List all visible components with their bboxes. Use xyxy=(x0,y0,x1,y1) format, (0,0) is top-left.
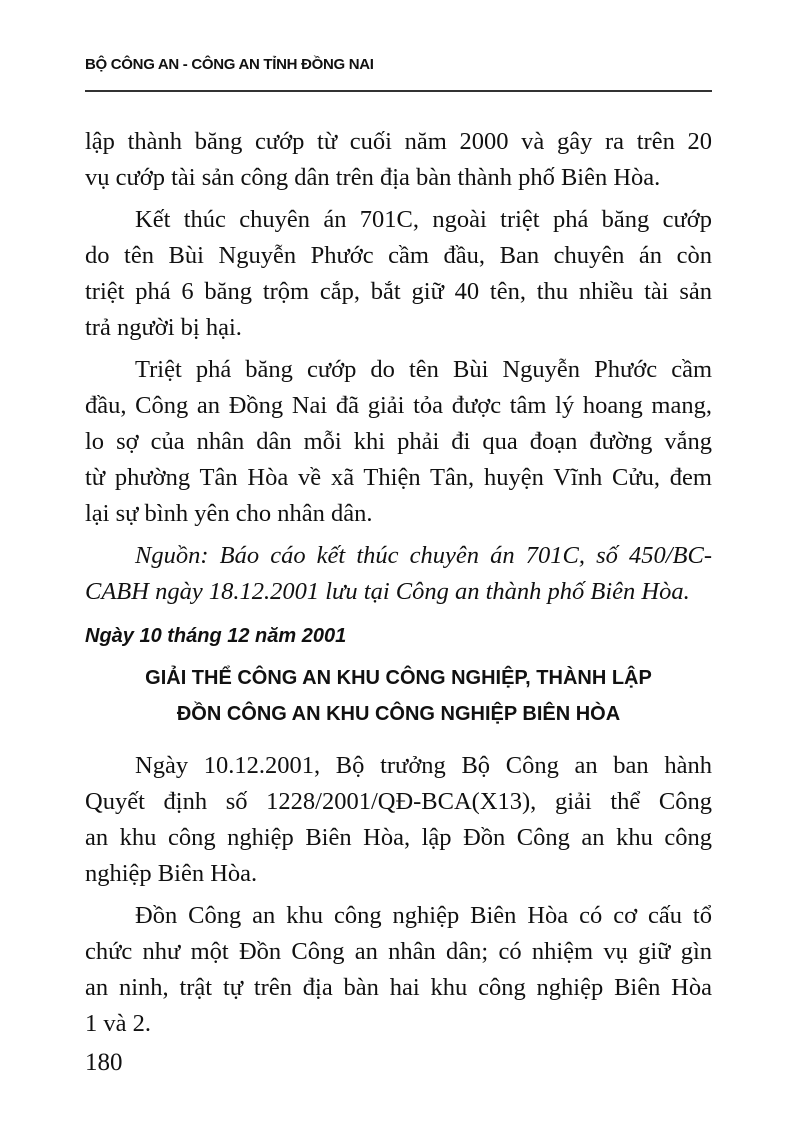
text-line: đầu, Công an Đồng Nai đã giải tỏa được tâm lý hoang mang, xyxy=(85,392,712,419)
bottom-text-flow xyxy=(85,748,712,1048)
text-line: chức như một Đồn Công an nhân dân; có nhiệm vụ giữ gìn xyxy=(85,938,712,965)
text-line: Kết thúc chuyên án 701C, ngoài triệt phá băng cướp xyxy=(135,206,712,233)
text-line: 1 và 2. xyxy=(85,1010,151,1037)
paragraph-1 xyxy=(85,124,712,196)
text-line: do tên Bùi Nguyễn Phước cầm đầu, Ban chuyên án còn xyxy=(85,242,712,269)
text-line: lại sự bình yên cho nhân dân. xyxy=(85,500,373,527)
paragraph-2 xyxy=(85,202,712,346)
text-line: Đồn Công an khu công nghiệp Biên Hòa có cơ cấu tổ xyxy=(135,902,712,929)
title-line: ĐỒN CÔNG AN KHU CÔNG NGHIỆP BIÊN HÒA xyxy=(176,703,621,725)
text-line: lập thành băng cướp từ cuối năm 2000 và gây ra trên 20 xyxy=(85,128,712,155)
paragraph-4 xyxy=(85,748,712,892)
text-line: an ninh, trật tự trên địa bàn hai khu công nghiệp Biên Hòa xyxy=(85,974,712,1001)
page-number: 180 xyxy=(85,1049,123,1076)
paragraph-5 xyxy=(85,898,712,1042)
title-line: GIẢI THỂ CÔNG AN KHU CÔNG NGHIỆP, THÀNH LẬP xyxy=(145,667,652,689)
text-line: lo sợ của nhân dân mỗi khi phải đi qua đoạn đường vắng xyxy=(85,428,712,455)
text-line: CABH ngày 18.12.2001 lưu tại Công an thành phố Biên Hòa. xyxy=(85,578,690,605)
text-line: Quyết định số 1228/2001/QĐ-BCA(X13), giải thể Công xyxy=(85,788,712,815)
header-rule xyxy=(85,90,712,92)
text-line: Triệt phá băng cướp do tên Bùi Nguyễn Phước cầm xyxy=(135,356,712,383)
text-line: Ngày 10.12.2001, Bộ trưởng Bộ Công an ban hành xyxy=(135,752,712,779)
paragraph-3 xyxy=(85,352,712,532)
section-date: Ngày 10 tháng 12 năm 2001 xyxy=(85,625,347,647)
text-line: trả người bị hại. xyxy=(85,314,242,341)
top-text-flow xyxy=(85,124,712,616)
source-note xyxy=(85,538,712,610)
text-line: nghiệp Biên Hòa. xyxy=(85,860,258,887)
text-line: an khu công nghiệp Biên Hòa, lập Đồn Công an khu công xyxy=(85,824,712,851)
text-line: Nguồn: Báo cáo kết thúc chuyên án 701C, số 450/BC- xyxy=(135,542,712,569)
text-line: từ phường Tân Hòa về xã Thiện Tân, huyện Vĩnh Cửu, đem xyxy=(85,464,712,491)
text-line: triệt phá 6 băng trộm cắp, bắt giữ 40 tên, thu nhiều tài sản xyxy=(85,278,712,305)
text-line: vụ cướp tài sản công dân trên địa bàn thành phố Biên Hòa. xyxy=(85,164,661,191)
running-header: BỘ CÔNG AN - CÔNG AN TỈNH ĐỒNG NAI xyxy=(85,56,374,73)
section-title xyxy=(85,660,712,732)
